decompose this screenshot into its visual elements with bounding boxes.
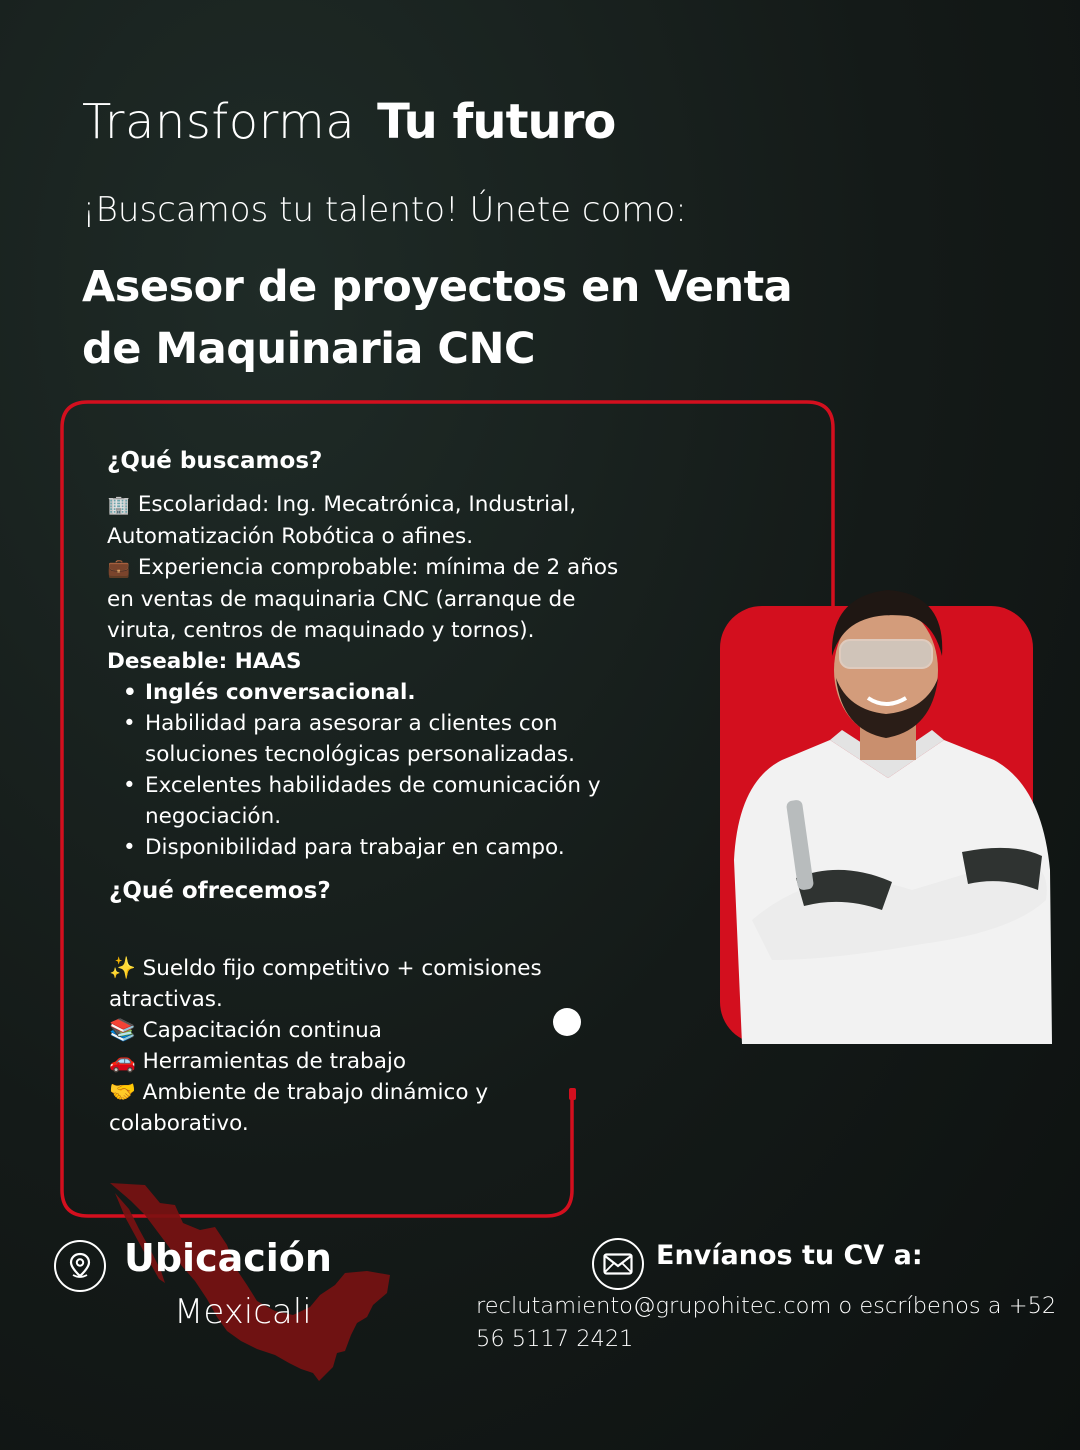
education-text: Escolaridad: Ing. Mecatrónica, Industrial, Automatización Robótica o afines. — [107, 492, 577, 549]
headline — [82, 96, 615, 149]
headline-bold: Tu futuro — [377, 94, 616, 150]
cv-title: Envíanos tu CV a: — [656, 1240, 923, 1271]
offer-text: Sueldo fijo competitivo + comisiones atractivas. — [109, 956, 542, 1012]
decorative-dot — [553, 1008, 581, 1036]
list-item — [109, 1077, 549, 1139]
list-item: • Excelentes habilidades de comunicación y negociación. — [121, 770, 647, 832]
handshake-icon: 🤝 — [109, 1080, 136, 1105]
person-photo — [712, 560, 1057, 1044]
list-item — [109, 953, 549, 1015]
list-item: • Disponibilidad para trabajar en campo. — [121, 832, 647, 863]
education-line — [107, 489, 647, 552]
list-item — [109, 1015, 549, 1046]
books-icon: 📚 — [109, 1018, 136, 1043]
list-item — [109, 1046, 549, 1077]
offer-list — [109, 953, 549, 1139]
contact-text: reclutamiento@grupohitec.com o escríbenos a +52 56 5117 2421 — [476, 1293, 1057, 1352]
offer-title: ¿Qué ofrecemos? — [109, 878, 331, 904]
subtitle: ¡Buscamos tu talento! Únete como: — [82, 190, 687, 230]
offer-section — [109, 876, 549, 1139]
experience-line — [107, 552, 647, 646]
headline-light: Transforma — [82, 94, 356, 150]
list-item: • Inglés conversacional. — [121, 677, 647, 708]
requirements-title: ¿Qué buscamos? — [107, 448, 323, 474]
offer-text: Capacitación continua — [142, 1018, 382, 1043]
list-item: • Habilidad para asesorar a clientes con soluciones tecnológicas personalizadas. — [121, 708, 647, 770]
requirements-section — [107, 446, 647, 863]
briefcase-icon: 💼 — [107, 558, 131, 579]
mexico-map-image — [105, 1175, 405, 1390]
sparkles-icon: ✨ — [109, 956, 136, 981]
location-city: Mexicali — [174, 1292, 312, 1332]
job-title-line2: de Maquinaria CNC — [82, 324, 536, 374]
desirable-text: Deseable: HAAS — [107, 649, 302, 674]
building-icon: 🏢 — [107, 495, 131, 516]
job-title-line1: Asesor de proyectos en Venta — [82, 262, 793, 312]
offer-text: Herramientas de trabajo — [142, 1049, 407, 1074]
location-pin-icon — [54, 1240, 106, 1292]
requirements-list — [121, 677, 647, 863]
job-title — [82, 256, 842, 380]
mail-icon — [592, 1238, 644, 1290]
experience-text: Experiencia comprobable: mínima de 2 años en ventas de maquinaria CNC (arranque de viruta, centros de maquinado y tornos). — [107, 555, 619, 643]
car-icon: 🚗 — [109, 1049, 136, 1074]
location-title: Ubicación — [124, 1236, 332, 1280]
offer-text: Ambiente de trabajo dinámico y colaborativo. — [109, 1080, 489, 1136]
